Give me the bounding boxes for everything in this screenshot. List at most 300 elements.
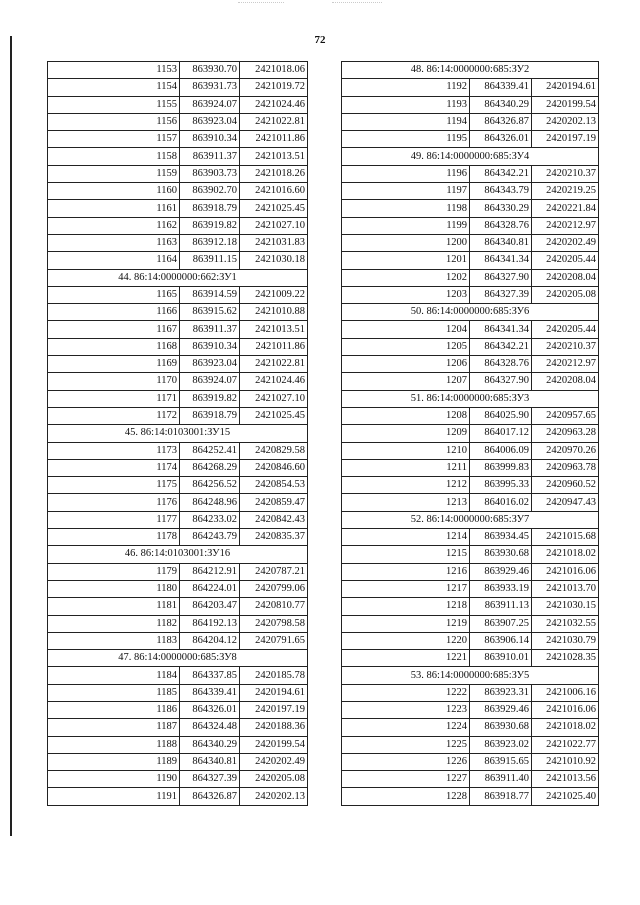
x-coordinate-cell: 863903.73 xyxy=(180,165,240,182)
y-coordinate-cell: 2420202.49 xyxy=(532,234,599,251)
coordinates-table-left-body xyxy=(48,62,308,806)
section-header-row xyxy=(48,269,308,286)
x-coordinate-cell: 864340.29 xyxy=(180,736,240,753)
table-row xyxy=(342,477,599,494)
y-coordinate-cell: 2420963.28 xyxy=(532,425,599,442)
point-number-cell: 1174 xyxy=(48,459,180,476)
x-coordinate-cell: 863918.79 xyxy=(180,407,240,424)
x-coordinate-cell: 864204.12 xyxy=(180,632,240,649)
y-coordinate-cell: 2421025.45 xyxy=(240,200,308,217)
section-header-row xyxy=(342,667,599,684)
point-number-cell: 1159 xyxy=(48,165,180,182)
point-number-cell: 1200 xyxy=(342,234,470,251)
x-coordinate-cell: 864025.90 xyxy=(470,407,532,424)
y-coordinate-cell: 2420202.13 xyxy=(532,113,599,130)
table-row xyxy=(342,442,599,459)
point-number-cell: 1215 xyxy=(342,546,470,563)
table-row xyxy=(342,217,599,234)
section-title: 51. 86:14:0000000:685:ЗУ3 xyxy=(342,390,599,407)
table-row xyxy=(48,494,308,511)
x-coordinate-cell: 864326.87 xyxy=(470,113,532,130)
x-coordinate-cell: 863915.65 xyxy=(470,753,532,770)
y-coordinate-cell: 2420208.04 xyxy=(532,373,599,390)
table-row xyxy=(342,598,599,615)
table-row xyxy=(342,373,599,390)
section-title: 52. 86:14:0000000:685:ЗУ7 xyxy=(342,511,599,528)
x-coordinate-cell: 864017.12 xyxy=(470,425,532,442)
table-row xyxy=(48,338,308,355)
point-number-cell: 1209 xyxy=(342,425,470,442)
table-row xyxy=(342,338,599,355)
x-coordinate-cell: 863910.01 xyxy=(470,650,532,667)
section-header-row xyxy=(342,62,599,79)
table-row xyxy=(48,165,308,182)
x-coordinate-cell: 864324.48 xyxy=(180,719,240,736)
point-number-cell: 1153 xyxy=(48,62,180,79)
y-coordinate-cell: 2420846.60 xyxy=(240,459,308,476)
table-row xyxy=(48,684,308,701)
y-coordinate-cell: 2421010.88 xyxy=(240,304,308,321)
x-coordinate-cell: 863911.15 xyxy=(180,252,240,269)
table-row xyxy=(48,719,308,736)
table-row xyxy=(48,442,308,459)
x-coordinate-cell: 864343.79 xyxy=(470,183,532,200)
point-number-cell: 1154 xyxy=(48,79,180,96)
y-coordinate-cell: 2420194.61 xyxy=(532,79,599,96)
table-row xyxy=(342,113,599,130)
point-number-cell: 1167 xyxy=(48,321,180,338)
point-number-cell: 1156 xyxy=(48,113,180,130)
x-coordinate-cell: 863923.04 xyxy=(180,356,240,373)
section-header-row xyxy=(48,650,308,667)
table-row xyxy=(342,356,599,373)
table-row xyxy=(342,736,599,753)
table-row xyxy=(342,200,599,217)
x-coordinate-cell: 863929.46 xyxy=(470,701,532,718)
table-row xyxy=(342,615,599,632)
coordinates-table-left xyxy=(47,61,308,806)
point-number-cell: 1172 xyxy=(48,407,180,424)
x-coordinate-cell: 864327.39 xyxy=(180,771,240,788)
x-coordinate-cell: 863933.19 xyxy=(470,580,532,597)
table-row xyxy=(342,79,599,96)
y-coordinate-cell: 2420960.52 xyxy=(532,477,599,494)
y-coordinate-cell: 2421011.86 xyxy=(240,131,308,148)
y-coordinate-cell: 2421018.02 xyxy=(532,719,599,736)
x-coordinate-cell: 863929.46 xyxy=(470,563,532,580)
y-coordinate-cell: 2420212.97 xyxy=(532,217,599,234)
y-coordinate-cell: 2421013.51 xyxy=(240,148,308,165)
point-number-cell: 1186 xyxy=(48,701,180,718)
y-coordinate-cell: 2420859.47 xyxy=(240,494,308,511)
point-number-cell: 1198 xyxy=(342,200,470,217)
point-number-cell: 1191 xyxy=(48,788,180,805)
y-coordinate-cell: 2420957.65 xyxy=(532,407,599,424)
table-row xyxy=(342,131,599,148)
y-coordinate-cell: 2421015.68 xyxy=(532,529,599,546)
point-number-cell: 1202 xyxy=(342,269,470,286)
x-coordinate-cell: 863930.68 xyxy=(470,719,532,736)
table-row xyxy=(342,632,599,649)
y-coordinate-cell: 2420219.25 xyxy=(532,183,599,200)
y-coordinate-cell: 2420791.65 xyxy=(240,632,308,649)
table-row xyxy=(48,563,308,580)
table-row xyxy=(342,96,599,113)
y-coordinate-cell: 2420963.78 xyxy=(532,459,599,476)
section-header-row xyxy=(342,304,599,321)
point-number-cell: 1223 xyxy=(342,701,470,718)
y-coordinate-cell: 2420197.19 xyxy=(240,701,308,718)
table-row xyxy=(48,148,308,165)
table-row xyxy=(48,62,308,79)
x-coordinate-cell: 863923.02 xyxy=(470,736,532,753)
y-coordinate-cell: 2421018.06 xyxy=(240,62,308,79)
y-coordinate-cell: 2421032.55 xyxy=(532,615,599,632)
point-number-cell: 1178 xyxy=(48,529,180,546)
x-coordinate-cell: 864330.29 xyxy=(470,200,532,217)
point-number-cell: 1214 xyxy=(342,529,470,546)
x-coordinate-cell: 864340.29 xyxy=(470,96,532,113)
point-number-cell: 1171 xyxy=(48,390,180,407)
x-coordinate-cell: 864339.41 xyxy=(470,79,532,96)
table-row xyxy=(342,425,599,442)
x-coordinate-cell: 863995.33 xyxy=(470,477,532,494)
x-coordinate-cell: 863906.14 xyxy=(470,632,532,649)
x-coordinate-cell: 863930.70 xyxy=(180,62,240,79)
y-coordinate-cell: 2421019.72 xyxy=(240,79,308,96)
table-row xyxy=(48,183,308,200)
point-number-cell: 1176 xyxy=(48,494,180,511)
y-coordinate-cell: 2421013.70 xyxy=(532,580,599,597)
point-number-cell: 1163 xyxy=(48,234,180,251)
table-row xyxy=(48,252,308,269)
y-coordinate-cell: 2421025.40 xyxy=(532,788,599,805)
point-number-cell: 1177 xyxy=(48,511,180,528)
x-coordinate-cell: 864327.39 xyxy=(470,286,532,303)
table-row xyxy=(342,286,599,303)
x-coordinate-cell: 864341.34 xyxy=(470,252,532,269)
y-coordinate-cell: 2421013.51 xyxy=(240,321,308,338)
point-number-cell: 1213 xyxy=(342,494,470,511)
table-row xyxy=(48,286,308,303)
table-row xyxy=(48,598,308,615)
y-coordinate-cell: 2420854.53 xyxy=(240,477,308,494)
table-row xyxy=(48,217,308,234)
table-row xyxy=(342,459,599,476)
x-coordinate-cell: 864327.90 xyxy=(470,373,532,390)
x-coordinate-cell: 863918.79 xyxy=(180,200,240,217)
x-coordinate-cell: 864340.81 xyxy=(180,753,240,770)
table-row xyxy=(48,459,308,476)
y-coordinate-cell: 2420205.08 xyxy=(240,771,308,788)
point-number-cell: 1228 xyxy=(342,788,470,805)
x-coordinate-cell: 864243.79 xyxy=(180,529,240,546)
page-number: 72 xyxy=(314,34,326,46)
x-coordinate-cell: 864328.76 xyxy=(470,217,532,234)
table-row xyxy=(342,719,599,736)
x-coordinate-cell: 864224.01 xyxy=(180,580,240,597)
x-coordinate-cell: 863912.18 xyxy=(180,234,240,251)
section-title: 45. 86:14:0103001:ЗУ15 xyxy=(48,425,308,442)
y-coordinate-cell: 2420212.97 xyxy=(532,356,599,373)
y-coordinate-cell: 2421022.81 xyxy=(240,113,308,130)
table-row xyxy=(48,477,308,494)
table-row xyxy=(48,753,308,770)
point-number-cell: 1217 xyxy=(342,580,470,597)
point-number-cell: 1162 xyxy=(48,217,180,234)
point-number-cell: 1201 xyxy=(342,252,470,269)
table-row xyxy=(342,788,599,805)
table-row xyxy=(48,113,308,130)
x-coordinate-cell: 863934.45 xyxy=(470,529,532,546)
y-coordinate-cell: 2420210.37 xyxy=(532,338,599,355)
table-row xyxy=(48,511,308,528)
table-row xyxy=(48,390,308,407)
table-row xyxy=(48,667,308,684)
y-coordinate-cell: 2421027.10 xyxy=(240,390,308,407)
y-coordinate-cell: 2420787.21 xyxy=(240,563,308,580)
y-coordinate-cell: 2421011.86 xyxy=(240,338,308,355)
point-number-cell: 1207 xyxy=(342,373,470,390)
table-row xyxy=(342,701,599,718)
y-coordinate-cell: 2420829.58 xyxy=(240,442,308,459)
x-coordinate-cell: 863910.34 xyxy=(180,131,240,148)
table-row xyxy=(48,96,308,113)
coordinates-table-right xyxy=(341,61,599,806)
point-number-cell: 1227 xyxy=(342,771,470,788)
y-coordinate-cell: 2421024.46 xyxy=(240,96,308,113)
y-coordinate-cell: 2421016.60 xyxy=(240,183,308,200)
table-row xyxy=(48,407,308,424)
point-number-cell: 1222 xyxy=(342,684,470,701)
table-row xyxy=(48,736,308,753)
x-coordinate-cell: 864337.85 xyxy=(180,667,240,684)
table-row xyxy=(48,373,308,390)
table-row xyxy=(342,165,599,182)
table-row xyxy=(48,200,308,217)
x-coordinate-cell: 864342.21 xyxy=(470,338,532,355)
point-number-cell: 1220 xyxy=(342,632,470,649)
y-coordinate-cell: 2421009.22 xyxy=(240,286,308,303)
table-row xyxy=(342,269,599,286)
x-coordinate-cell: 863931.73 xyxy=(180,79,240,96)
section-title: 48. 86:14:0000000:685:ЗУ2 xyxy=(342,62,599,79)
point-number-cell: 1216 xyxy=(342,563,470,580)
point-number-cell: 1224 xyxy=(342,719,470,736)
x-coordinate-cell: 863930.68 xyxy=(470,546,532,563)
point-number-cell: 1155 xyxy=(48,96,180,113)
point-number-cell: 1221 xyxy=(342,650,470,667)
point-number-cell: 1182 xyxy=(48,615,180,632)
x-coordinate-cell: 864340.81 xyxy=(470,234,532,251)
point-number-cell: 1179 xyxy=(48,563,180,580)
x-coordinate-cell: 864342.21 xyxy=(470,165,532,182)
point-number-cell: 1180 xyxy=(48,580,180,597)
y-coordinate-cell: 2420202.13 xyxy=(240,788,308,805)
point-number-cell: 1204 xyxy=(342,321,470,338)
point-number-cell: 1165 xyxy=(48,286,180,303)
table-row xyxy=(342,563,599,580)
x-coordinate-cell: 863923.04 xyxy=(180,113,240,130)
y-coordinate-cell: 2420185.78 xyxy=(240,667,308,684)
y-coordinate-cell: 2421028.35 xyxy=(532,650,599,667)
y-coordinate-cell: 2420208.04 xyxy=(532,269,599,286)
table-row xyxy=(48,131,308,148)
y-coordinate-cell: 2421030.79 xyxy=(532,632,599,649)
section-title: 44. 86:14:0000000:662:ЗУ1 xyxy=(48,269,308,286)
y-coordinate-cell: 2420810.77 xyxy=(240,598,308,615)
table-row xyxy=(342,183,599,200)
x-coordinate-cell: 863999.83 xyxy=(470,459,532,476)
section-title: 47. 86:14:0000000:685:ЗУ8 xyxy=(48,650,308,667)
table-row xyxy=(342,321,599,338)
point-number-cell: 1187 xyxy=(48,719,180,736)
y-coordinate-cell: 2421030.18 xyxy=(240,252,308,269)
x-coordinate-cell: 863918.77 xyxy=(470,788,532,805)
table-row xyxy=(48,234,308,251)
y-coordinate-cell: 2420202.49 xyxy=(240,753,308,770)
y-coordinate-cell: 2420205.44 xyxy=(532,321,599,338)
x-coordinate-cell: 863911.13 xyxy=(470,598,532,615)
section-header-row xyxy=(48,546,308,563)
table-row xyxy=(342,407,599,424)
section-title: 49. 86:14:0000000:685:ЗУ4 xyxy=(342,148,599,165)
point-number-cell: 1160 xyxy=(48,183,180,200)
y-coordinate-cell: 2421018.26 xyxy=(240,165,308,182)
y-coordinate-cell: 2420197.19 xyxy=(532,131,599,148)
y-coordinate-cell: 2420947.43 xyxy=(532,494,599,511)
table-row xyxy=(342,753,599,770)
point-number-cell: 1197 xyxy=(342,183,470,200)
point-number-cell: 1169 xyxy=(48,356,180,373)
x-coordinate-cell: 864256.52 xyxy=(180,477,240,494)
table-row xyxy=(48,356,308,373)
y-coordinate-cell: 2421022.81 xyxy=(240,356,308,373)
point-number-cell: 1161 xyxy=(48,200,180,217)
point-number-cell: 1194 xyxy=(342,113,470,130)
table-row xyxy=(342,684,599,701)
point-number-cell: 1211 xyxy=(342,459,470,476)
table-row xyxy=(342,494,599,511)
table-row xyxy=(48,701,308,718)
table-row xyxy=(48,321,308,338)
x-coordinate-cell: 864341.34 xyxy=(470,321,532,338)
point-number-cell: 1208 xyxy=(342,407,470,424)
section-header-row xyxy=(342,390,599,407)
point-number-cell: 1175 xyxy=(48,477,180,494)
point-number-cell: 1185 xyxy=(48,684,180,701)
point-number-cell: 1196 xyxy=(342,165,470,182)
point-number-cell: 1218 xyxy=(342,598,470,615)
point-number-cell: 1219 xyxy=(342,615,470,632)
point-number-cell: 1189 xyxy=(48,753,180,770)
section-header-row xyxy=(342,511,599,528)
y-coordinate-cell: 2420799.06 xyxy=(240,580,308,597)
x-coordinate-cell: 863923.31 xyxy=(470,684,532,701)
table-row xyxy=(48,79,308,96)
y-coordinate-cell: 2421031.83 xyxy=(240,234,308,251)
point-number-cell: 1203 xyxy=(342,286,470,303)
page-left-border xyxy=(10,36,12,836)
y-coordinate-cell: 2420199.54 xyxy=(532,96,599,113)
x-coordinate-cell: 864327.90 xyxy=(470,269,532,286)
table-row xyxy=(48,615,308,632)
x-coordinate-cell: 864326.01 xyxy=(470,131,532,148)
point-number-cell: 1192 xyxy=(342,79,470,96)
point-number-cell: 1183 xyxy=(48,632,180,649)
y-coordinate-cell: 2420970.26 xyxy=(532,442,599,459)
point-number-cell: 1205 xyxy=(342,338,470,355)
section-title: 46. 86:14:0103001:ЗУ16 xyxy=(48,546,308,563)
point-number-cell: 1212 xyxy=(342,477,470,494)
point-number-cell: 1158 xyxy=(48,148,180,165)
x-coordinate-cell: 863902.70 xyxy=(180,183,240,200)
y-coordinate-cell: 2420188.36 xyxy=(240,719,308,736)
y-coordinate-cell: 2421027.10 xyxy=(240,217,308,234)
x-coordinate-cell: 863910.34 xyxy=(180,338,240,355)
table-row xyxy=(342,771,599,788)
y-coordinate-cell: 2421013.56 xyxy=(532,771,599,788)
table-row xyxy=(48,771,308,788)
table-row xyxy=(48,632,308,649)
table-row xyxy=(342,234,599,251)
point-number-cell: 1193 xyxy=(342,96,470,113)
y-coordinate-cell: 2421016.06 xyxy=(532,563,599,580)
point-number-cell: 1170 xyxy=(48,373,180,390)
scan-artifact xyxy=(238,2,284,9)
point-number-cell: 1195 xyxy=(342,131,470,148)
section-title: 50. 86:14:0000000:685:ЗУ6 xyxy=(342,304,599,321)
x-coordinate-cell: 864248.96 xyxy=(180,494,240,511)
point-number-cell: 1164 xyxy=(48,252,180,269)
point-number-cell: 1225 xyxy=(342,736,470,753)
y-coordinate-cell: 2421006.16 xyxy=(532,684,599,701)
y-coordinate-cell: 2420798.58 xyxy=(240,615,308,632)
x-coordinate-cell: 863924.07 xyxy=(180,373,240,390)
table-row xyxy=(48,304,308,321)
section-title: 53. 86:14:0000000:685:ЗУ5 xyxy=(342,667,599,684)
y-coordinate-cell: 2421018.02 xyxy=(532,546,599,563)
x-coordinate-cell: 864016.02 xyxy=(470,494,532,511)
y-coordinate-cell: 2420210.37 xyxy=(532,165,599,182)
point-number-cell: 1188 xyxy=(48,736,180,753)
y-coordinate-cell: 2420842.43 xyxy=(240,511,308,528)
table-row xyxy=(342,546,599,563)
y-coordinate-cell: 2420205.08 xyxy=(532,286,599,303)
y-coordinate-cell: 2421024.46 xyxy=(240,373,308,390)
x-coordinate-cell: 863915.62 xyxy=(180,304,240,321)
table-row xyxy=(342,580,599,597)
x-coordinate-cell: 863919.82 xyxy=(180,217,240,234)
x-coordinate-cell: 864212.91 xyxy=(180,563,240,580)
x-coordinate-cell: 863911.40 xyxy=(470,771,532,788)
x-coordinate-cell: 863924.07 xyxy=(180,96,240,113)
scan-artifact xyxy=(332,2,382,9)
x-coordinate-cell: 863919.82 xyxy=(180,390,240,407)
point-number-cell: 1199 xyxy=(342,217,470,234)
table-row xyxy=(48,529,308,546)
y-coordinate-cell: 2421025.45 xyxy=(240,407,308,424)
x-coordinate-cell: 864192.13 xyxy=(180,615,240,632)
x-coordinate-cell: 864326.01 xyxy=(180,701,240,718)
x-coordinate-cell: 864203.47 xyxy=(180,598,240,615)
x-coordinate-cell: 863911.37 xyxy=(180,148,240,165)
table-row xyxy=(48,580,308,597)
y-coordinate-cell: 2421030.15 xyxy=(532,598,599,615)
point-number-cell: 1181 xyxy=(48,598,180,615)
x-coordinate-cell: 863911.37 xyxy=(180,321,240,338)
point-number-cell: 1210 xyxy=(342,442,470,459)
